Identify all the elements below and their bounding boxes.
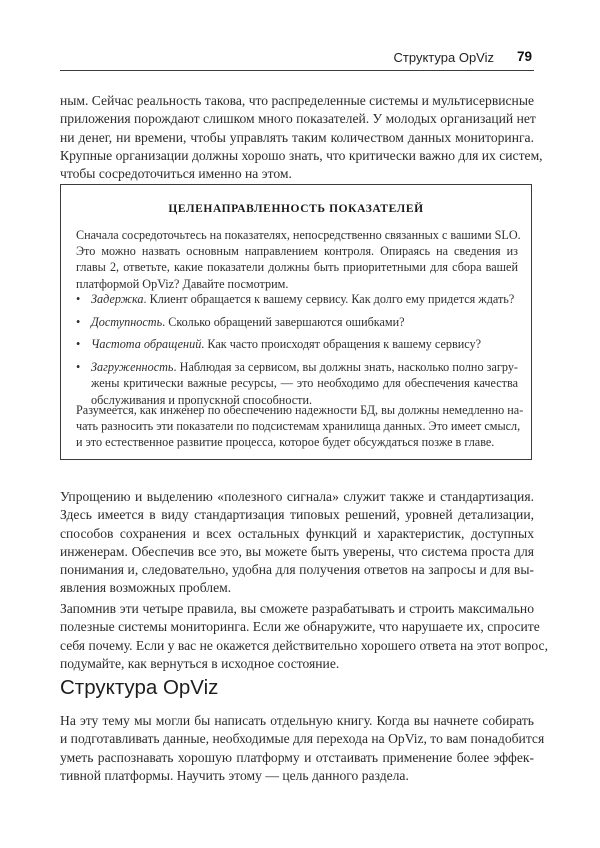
sidebar-title: ЦЕЛЕНАПРАВЛЕННОСТЬ ПОКАЗАТЕЛЕЙ bbox=[168, 203, 424, 215]
sidebar-intro bbox=[76, 227, 521, 292]
text-line: Крупные организации должны хорошо знать, что критически важно для их систем, bbox=[60, 147, 543, 163]
bullet-term: Доступность bbox=[91, 314, 163, 329]
text-line: Упрощению и выделению «полезного сигнала» служит также и стандартизация. bbox=[60, 489, 534, 504]
text-line: и подготавливать данные, необходимые для перехода на OpViz, то вам понадобится bbox=[60, 731, 545, 747]
text-line: главы 2, ответьте, какие показатели должны быть приоритетными для сбора вашей bbox=[76, 260, 518, 275]
text-line: полезные системы мониторинга. Если же обнаружите, что нарушаете их, спросите bbox=[60, 619, 540, 635]
bullet-text: . Наблюдая за сервисом, вы должны знать, насколько полно загру- bbox=[173, 360, 518, 375]
bullet-item-saturation bbox=[76, 359, 518, 408]
bullet-term: Загруженность bbox=[91, 360, 174, 375]
text-line: инженерам. Обеспечив все это, вы можете быть уверены, что система проста для bbox=[60, 543, 534, 559]
bullet-term: Частота обращений bbox=[91, 337, 202, 352]
text-line: уметь распознавать хорошую платформу и отстаивать применение более эффек- bbox=[60, 749, 534, 765]
text-line: и это естественное развитие процесса, которое будет обсуждаться позже в главе. bbox=[76, 435, 495, 450]
text-line: Это можно назвать основным направлением контроля. Опираясь на сведения из bbox=[76, 244, 518, 259]
running-header bbox=[60, 44, 534, 71]
bullet-icon: • bbox=[76, 337, 81, 352]
sidebar-box bbox=[60, 184, 532, 460]
bullet-text: . Клиент обращается к вашему сервису. Как долго ему придется ждать? bbox=[143, 292, 515, 306]
text-line: себя почему. Если у вас не окажется действительно хорошего ответа на этот вопрос, bbox=[60, 637, 548, 653]
paragraph-opviz-intro bbox=[60, 712, 545, 785]
bullet-icon: • bbox=[76, 360, 81, 375]
text-line: понимания и, следовательно, удобна для получения ответов на запросы и для вы- bbox=[60, 562, 534, 578]
bullet-icon: • bbox=[76, 314, 81, 329]
intro-paragraph bbox=[60, 92, 543, 183]
bullet-text: обслуживания и пропускной способности. bbox=[91, 392, 313, 407]
section-heading: Структура OpViz bbox=[60, 676, 219, 699]
text-line: подумайте, как вернуться в исходное состояние. bbox=[60, 655, 340, 671]
paragraph-standardization bbox=[60, 488, 534, 598]
text-line: платформой OpViz? Давайте посмотрим. bbox=[76, 276, 289, 291]
text-line: чать разносить эти показатели по подсистемам хранилища данных. Это имеет смысл, bbox=[76, 419, 521, 434]
text-line: На эту тему мы могли бы написать отдельную книгу. Когда вы начнете собирать bbox=[60, 713, 534, 728]
bullet-text: жены критически важные ресурсы, — это необходимо для обеспечения качества bbox=[91, 376, 518, 391]
bullet-term: Задержка bbox=[91, 292, 144, 306]
text-line: способов сохранения и всех остальных функций и характеристик, доступных bbox=[60, 525, 534, 541]
text-line: ным. Сейчас реальность такова, что распределенные системы и мультисервисные bbox=[60, 93, 534, 108]
header-section-name: Структура OpViz bbox=[393, 50, 494, 65]
bullet-item-request-rate bbox=[76, 336, 518, 352]
sidebar-closing bbox=[76, 402, 524, 451]
text-line: тивной платформы. Научить этому — цель данного раздела. bbox=[60, 767, 409, 783]
text-line: Сначала сосредоточьтесь на показателях, непосредственно связанных с вашими SLO. bbox=[76, 228, 521, 242]
text-line: Разумеется, как инженер по обеспечению надежности БД, вы должны немедленно на- bbox=[76, 403, 524, 417]
bullet-item-availability bbox=[76, 314, 518, 330]
text-line: явления возможных проблем. bbox=[60, 580, 232, 596]
bullet-item-latency bbox=[76, 291, 518, 307]
bullet-icon: • bbox=[76, 292, 81, 306]
bullet-text: . Как часто происходят обращения к вашему сервису? bbox=[201, 337, 482, 352]
text-line: ни денег, ни времени, чтобы управлять таким количеством данных мониторинга. bbox=[60, 129, 534, 145]
text-line: чтобы сосредоточиться именно на этом. bbox=[60, 166, 292, 182]
paragraph-four-rules bbox=[60, 600, 548, 673]
sidebar-bullet-list bbox=[76, 291, 518, 414]
bullet-text: . Сколько обращений завершаются ошибками? bbox=[162, 314, 405, 329]
text-line: Запомнив эти четыре правила, вы сможете разрабатывать и строить максимально bbox=[60, 601, 534, 616]
text-line: Здесь имеется в виду стандартизация типовых решений, уровней детализации, bbox=[60, 507, 534, 523]
text-line: приложения порождают слишком много показателей. У молодых организаций нет bbox=[60, 111, 536, 127]
page-number: 79 bbox=[516, 49, 532, 64]
